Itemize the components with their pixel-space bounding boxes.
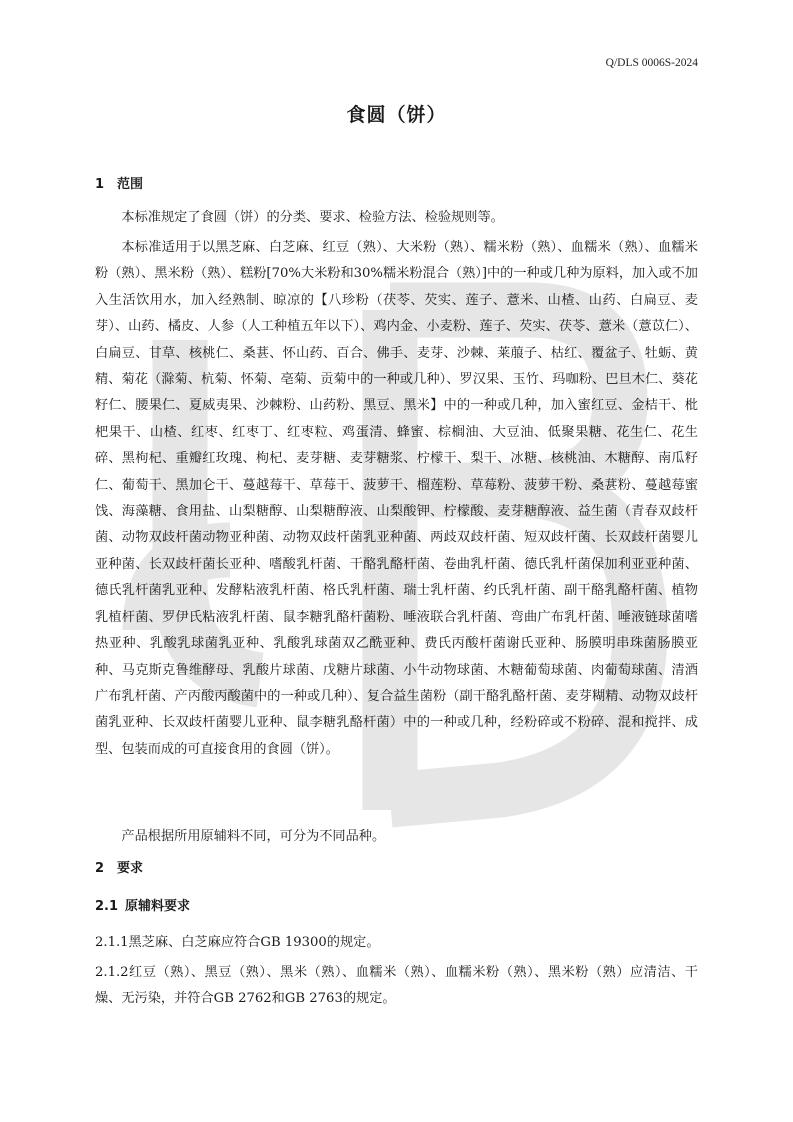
- section-2-title: 要求: [117, 861, 144, 876]
- subsection-2-1-title: 原辅料要求: [125, 899, 191, 914]
- section-1-title: 范围: [117, 177, 144, 192]
- subsection-2-1-heading: [95, 895, 190, 914]
- section-2-number: 2: [95, 861, 105, 876]
- scope-paragraph-3: 产品根据所用原辅料不同，可分为不同品种。: [121, 829, 386, 844]
- scope-paragraph-2: 本标准适用于以黑芝麻、白芝麻、红豆（熟）、大米粉（熟）、糯米粉（熟）、血糯米（熟）、血糯米粉（熟）、黑米粉（熟）、糕粉[70%大米粉和30%糯米粉混合（熟）]中的一种或几种为原料，加入或不加入生活饮用水，加入经熟制、晾凉的【八珍粉（茯苓、芡实、莲子、薏米、山楂、山药、白扁豆、麦芽）、山药、橘皮、人参（人工种植五年以下）、鸡内金、小麦粉、莲子、芡实、茯苓、薏米（薏苡仁）、白扁豆、甘草、核桃仁、桑葚、怀山药、百合、佛手、麦芽、沙棘、莱菔子、枯红、覆盆子、牡蛎、黄精、菊花（滁菊、杭菊、怀菊、亳菊、贡菊中的一种或几种）、罗汉果、玉竹、玛咖粉、巴旦木仁、葵花籽仁、腰果仁、夏威夷果、沙棘粉、山药粉、黑豆、黑米】中的一种或几种，加入蜜红豆、金桔干、枇杷果干、山楂、红枣、红枣丁、红枣粒、鸡蛋清、蜂蜜、棕榈油、大豆油、低聚果糖、花生仁、花生碎、黑枸杞、重瓣红玫瑰、枸杞、麦芽糖、麦芽糖浆、柠檬干、梨干、冰糖、核桃油、木糖醇、南瓜籽仁、葡萄干、黑加仑干、蔓越莓干、草莓干、菠萝干、榴莲粉、草莓粉、菠萝干粉、桑葚粉、蔓越莓蜜饯、海藻糖、食用盐、山梨糖醇、山梨糖醇液、山梨酸钾、柠檬酸、麦芽糖醇液、益生菌（青春双歧杆菌、动物双歧杆菌动物亚种菌、动物双歧杆菌乳亚种菌、两歧双歧杆菌、短双歧杆菌、长双歧杆菌婴儿亚种菌、长双歧杆菌长亚种、嗜酸乳杆菌、干酪乳酪杆菌、卷曲乳杆菌、德氏乳杆菌保加利亚亚种菌、德氏乳杆菌乳亚种、发酵粘液乳杆菌、格氏乳杆菌、瑞士乳杆菌、约氏乳杆菌、副干酪乳酪杆菌、植物乳植杆菌、罗伊氏粘液乳杆菌、鼠李糖乳酪杆菌粉、唾液联合乳杆菌、弯曲广布乳杆菌、唾液链球菌嗜热亚种、乳酸乳球菌乳亚种、乳酸乳球菌双乙酰亚种、费氏丙酸杆菌谢氏亚种、肠膜明串珠菌肠膜亚种、马克斯克鲁维酵母、乳酸片球菌、戊糖片球菌、小牛动物球菌、木糖葡萄球菌、肉葡萄球菌、清酒广布乳杆菌、产丙酸丙酸菌中的一种或几种）、复合益生菌粉（副干酪乳酪杆菌、麦芽糊精、动物双歧杆菌乳亚种、长双歧杆菌婴儿亚种、鼠李糖乳酪杆菌）中的一种或几种，经粉碎或不粉碎、混和搅拌、成型、包装而成的可直接食用的食圆（饼）。: [95, 240, 698, 757]
- section-1-number: 1: [95, 177, 105, 192]
- scope-paragraph-1: 本标准规定了食圆（饼）的分类、要求、检验方法、检验规则等。: [121, 210, 504, 225]
- clause-2-1-1: 2.1.1黑芝麻、白芝麻应符合GB 19300的规定。: [95, 935, 380, 950]
- clause-2-1-2: 2.1.2红豆（熟）、黑豆（熟）、黑米（熟）、血糯米（熟）、血糯米粉（熟）、黑米粉（熟）应清洁、干燥、无污染，并符合GB 2762和GB 2763的规定。: [95, 965, 698, 1007]
- document-id: Q/DLS 0006S-2024: [605, 57, 698, 69]
- section-2-heading: [95, 857, 143, 876]
- document-title: 食圆（饼）: [346, 104, 447, 126]
- subsection-2-1-number: 2.1: [95, 899, 119, 914]
- section-1-heading: [95, 173, 143, 192]
